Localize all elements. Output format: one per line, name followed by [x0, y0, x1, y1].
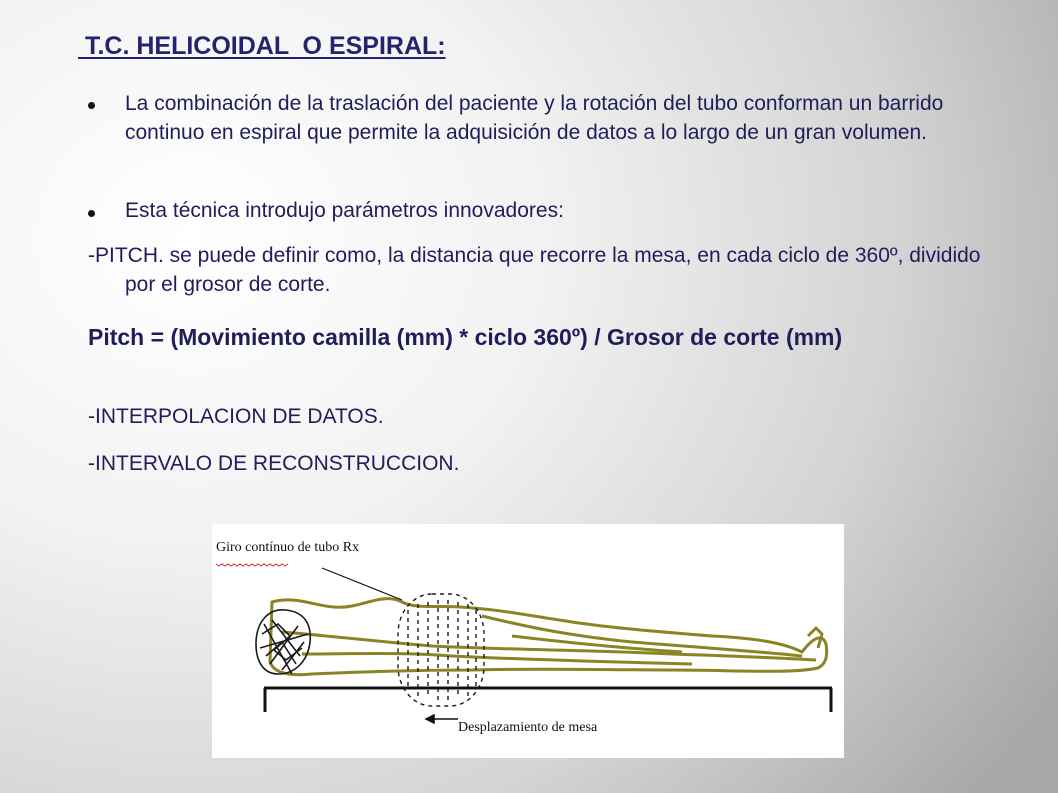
label-table-displacement: Desplazamiento de mesa [458, 720, 598, 735]
helical-ct-diagram [212, 524, 844, 758]
spellcheck-underline [216, 564, 288, 566]
label-rotation: Giro contínuo de tubo Rx [216, 540, 360, 555]
item-intervalo: -INTERVALO DE RECONSTRUCCION. [88, 452, 460, 475]
bullet-text-1: La combinación de la traslación del paciente y la rotación del tubo conforman un barrido continuo en espiral que permite la adquisición de datos a lo largo de un gran volumen. [125, 92, 944, 144]
pitch-formula: Pitch = (Movimiento camilla (mm) * ciclo 360º) / Grosor de corte (mm) [88, 324, 843, 350]
patient-head [256, 610, 310, 674]
slide-title: T.C. HELICOIDAL O ESPIRAL: [78, 32, 446, 60]
item-interpolacion: -INTERPOLACION DE DATOS. [88, 405, 384, 428]
patient-body [270, 599, 827, 675]
bullet-text-2: Esta técnica introdujo parámetros innovadores: [125, 199, 564, 222]
pitch-definition: -PITCH. se puede definir como, la distancia que recorre la mesa, en cada ciclo de 360º, dividido por el grosor de corte. [88, 244, 981, 296]
bullet-dot-1 [88, 102, 95, 109]
label-pointer [322, 568, 402, 600]
bullet-dot-2 [88, 210, 95, 217]
scan-table [264, 688, 832, 712]
displacement-arrow [426, 715, 458, 723]
